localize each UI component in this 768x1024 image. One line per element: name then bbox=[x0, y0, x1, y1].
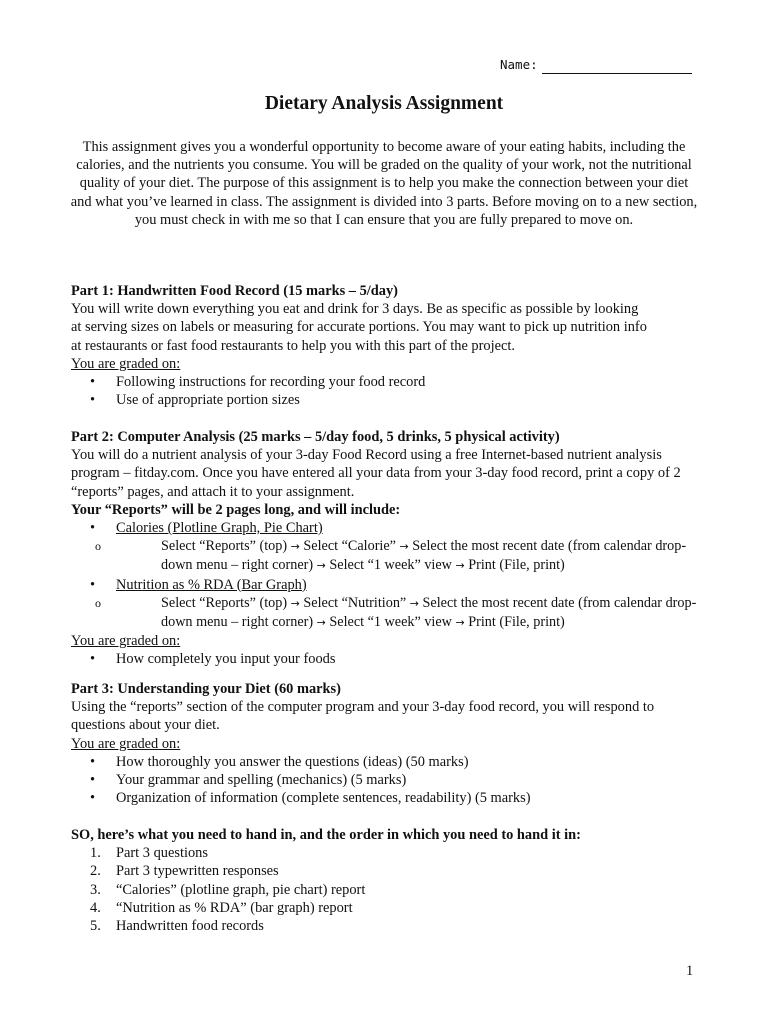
list-item bbox=[71, 594, 711, 632]
document-title: Dietary Analysis Assignment bbox=[264, 93, 504, 114]
hand-in-list bbox=[71, 844, 711, 935]
list-item bbox=[71, 537, 711, 575]
list-item bbox=[71, 519, 711, 576]
arrow-right-icon: → bbox=[316, 616, 326, 630]
arrow-right-icon: → bbox=[455, 559, 465, 573]
part1-graded-list bbox=[71, 373, 711, 409]
part3-title: Part 3: Understanding your Diet (60 marks) bbox=[71, 681, 341, 697]
name-label: Name: bbox=[500, 57, 538, 72]
list-item: • How thoroughly you answer the questions (ideas) (50 marks) bbox=[71, 753, 711, 771]
list-item: • Following instructions for recording your food record bbox=[71, 373, 711, 391]
part1-body: You will write down everything you eat and drink for 3 days. Be as specific as possible by looking at serving sizes on labels or measuring for accurate portions. You may want to pick up nutrition info at restaurants or fast food restaurants to help you with this part of the project. bbox=[71, 301, 647, 354]
list-number: 4. bbox=[90, 899, 101, 916]
step-text: Select the most recent date (from calendar drop-down menu – right corner) bbox=[161, 594, 697, 631]
report-label-calories: Calories (Plotline Graph, Pie Chart) bbox=[116, 520, 323, 537]
arrow-right-icon: → bbox=[290, 596, 300, 610]
part2-reports-list bbox=[71, 519, 711, 632]
step-text: Select “1 week” view bbox=[325, 557, 452, 574]
arrow-right-icon: → bbox=[290, 540, 300, 554]
list-item-text: Handwritten food records bbox=[116, 918, 264, 935]
step-text: Select “Nutrition” bbox=[299, 594, 407, 611]
part3-section bbox=[71, 680, 711, 807]
report-label-nutrition: Nutrition as % RDA (Bar Graph) bbox=[116, 576, 307, 593]
step-text: Print (File, print) bbox=[464, 614, 565, 631]
list-item: • How completely you input your foods bbox=[71, 650, 711, 668]
arrow-right-icon: → bbox=[316, 559, 326, 573]
list-item bbox=[71, 576, 711, 633]
arrow-right-icon: → bbox=[455, 616, 465, 630]
list-item-text: “Nutrition as % RDA” (bar graph) report bbox=[116, 899, 353, 916]
part2-title: Part 2: Computer Analysis (25 marks – 5/day food, 5 drinks, 5 physical activity) bbox=[71, 429, 560, 445]
list-number: 5. bbox=[90, 918, 101, 935]
list-item: • Organization of information (complete sentences, readability) (5 marks) bbox=[71, 789, 711, 807]
hand-in-title: SO, here’s what you need to hand in, and the order in which you need to hand it in: bbox=[71, 827, 581, 843]
list-number: 1. bbox=[90, 845, 101, 862]
step-text: Select “Reports” (top) bbox=[161, 538, 288, 555]
step-text: Select “Reports” (top) bbox=[161, 594, 288, 611]
list-item-text: “Calories” (plotline graph, pie chart) report bbox=[116, 881, 366, 898]
part3-graded-list bbox=[71, 753, 711, 808]
report-steps-calories bbox=[71, 537, 711, 575]
list-item: • Use of appropriate portion sizes bbox=[71, 391, 711, 409]
intro-paragraph: This assignment gives you a wonderful opportunity to become aware of your eating habits, including the calories, and the nutrients you consume. You will be graded on the quality of your work, not the nutritional quality of your diet. The purpose of this assignment is to help you make the connection between your diet and what you’ve learned in class. The assignment is divided into 3 parts. Before moving on to a new section, you must check in with me so that I can ensure that you are fully prepared to move on. bbox=[70, 139, 698, 228]
list-item bbox=[71, 862, 711, 880]
step-text: Select “1 week” view bbox=[325, 614, 452, 631]
part3-body: Using the “reports” section of the computer program and your 3-day food record, you will respond to questions about your diet. bbox=[71, 699, 655, 734]
step-text: Select the most recent date (from calendar drop-down menu – right corner) bbox=[161, 538, 687, 574]
step-text: Print (File, print) bbox=[464, 557, 565, 574]
part2-graded-list bbox=[71, 650, 711, 668]
list-item bbox=[71, 881, 711, 899]
arrow-right-icon: → bbox=[399, 540, 409, 554]
report-steps-nutrition bbox=[71, 594, 711, 632]
list-number: 3. bbox=[90, 881, 101, 898]
arrow-right-icon: → bbox=[409, 596, 419, 610]
part1-section bbox=[71, 282, 711, 409]
part2-graded-label: You are graded on: bbox=[71, 633, 181, 650]
list-number: 2. bbox=[90, 863, 101, 880]
name-blank-line bbox=[542, 59, 692, 74]
list-item: • Your grammar and spelling (mechanics) (5 marks) bbox=[71, 771, 711, 789]
list-item-text: Part 3 questions bbox=[116, 845, 208, 862]
hand-in-section bbox=[71, 826, 711, 935]
part2-reports-heading: Your “Reports” will be 2 pages long, and will include: bbox=[71, 501, 401, 518]
part2-body: You will do a nutrient analysis of your 3-day Food Record using a free Internet-based nutrient analysis program – fitday.com. Once you have entered all your data from your 3-day food record, print a copy of 2 “reports” pages, and attach it to your assignment. bbox=[71, 447, 681, 500]
name-field bbox=[500, 56, 692, 74]
part2-section bbox=[71, 428, 711, 669]
part1-graded-label: You are graded on: bbox=[71, 355, 181, 372]
part3-graded-label: You are graded on: bbox=[71, 735, 181, 752]
step-text: Select “Calorie” bbox=[299, 538, 396, 555]
list-item-text: Part 3 typewritten responses bbox=[116, 863, 279, 880]
page-number: 1 bbox=[686, 963, 694, 979]
list-item bbox=[71, 917, 711, 935]
list-item bbox=[71, 899, 711, 917]
list-item bbox=[71, 844, 711, 862]
part1-title: Part 1: Handwritten Food Record (15 marks – 5/day) bbox=[71, 283, 398, 299]
